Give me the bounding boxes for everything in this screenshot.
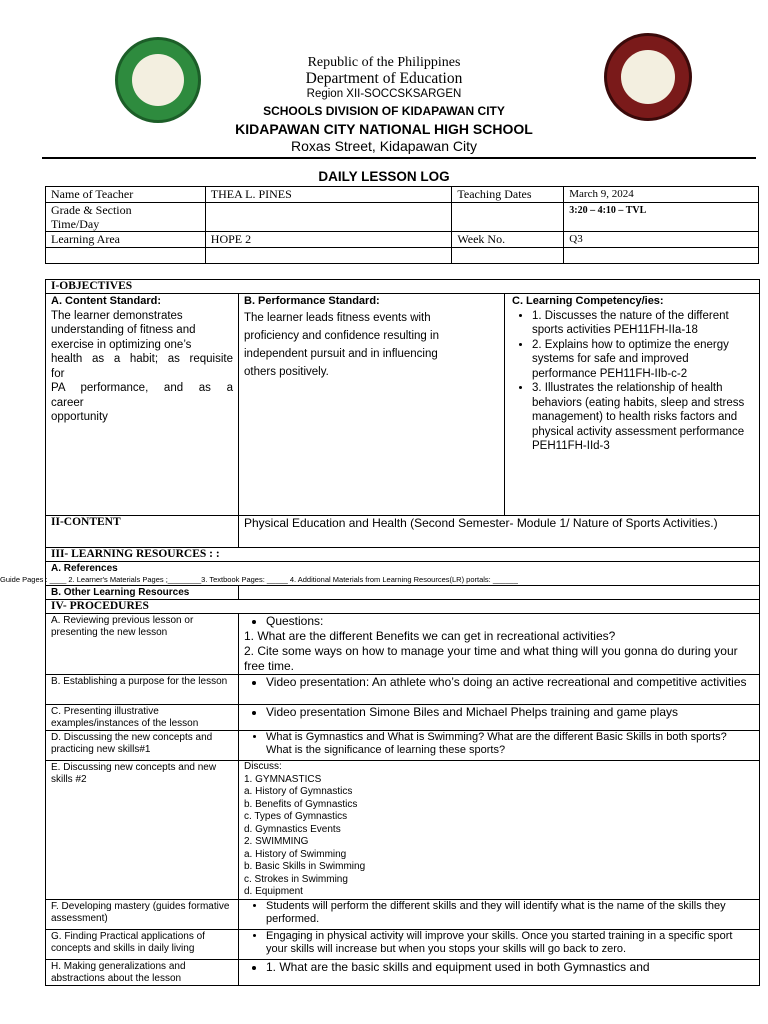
grade-value — [205, 203, 452, 232]
learning-competencies: C. Learning Competency/ies: • 1. Discusses the nature of the different sports activities PEH11FH-IIa-18 • 2. Explains how to optimize the energy systems for safe and improved performance PEH11FH-IIb-c-2 • 3. Illustrates the relationship of health behaviors (eating habits, sleep and stress management) to health risks factors and physical activity assessment performance PEH11FH-IId-3 — [505, 294, 760, 516]
procedure-c-label: C. Presenting illustrative examples/instances of the lesson — [46, 705, 239, 731]
procedure-d: • What is Gymnastics and What is Swimming? What are the different Basic Skills in both sports? What is the significance of learning these sports? — [239, 731, 760, 761]
discussion-topic: d. Gymnastics Events — [244, 823, 341, 835]
procedure-b-label: B. Establishing a purpose for the lesson — [46, 675, 239, 705]
teacher-info-table — [45, 186, 759, 264]
procedure-e-label: E. Discussing new concepts and new skills #2 — [46, 761, 239, 900]
performance-standard-line: others positively. — [244, 365, 329, 378]
blank-cell — [452, 248, 564, 264]
content-heading: II-CONTENT — [46, 516, 239, 548]
procedure-a-label: A. Reviewing previous lesson or presenting the new lesson — [46, 614, 239, 675]
performance-standard-line: independent pursuit and in influencing — [244, 347, 438, 360]
teacher-label: Name of Teacher — [46, 187, 206, 203]
competency-item: • 2. Explains how to optimize the energy systems for safe and improved performance PEH11FH-IIb-c-2 — [532, 338, 754, 382]
performance-standard: B. Performance Standard: The learner leads fitness events with proficiency and confidence resulting in independent pursuit and in influencing others positively. — [239, 294, 505, 516]
dates-label: Teaching Dates — [452, 187, 564, 203]
content-standard: A. Content Standard: The learner demonstrates understanding of fitness and exercise in optimizing one’s health as a habit; as requisite for PA performance, and as a career opportunity — [46, 294, 239, 516]
time-value: 3:20 – 4:10 – TVL — [564, 203, 759, 232]
procedure-f: • Students will perform the different skills and they will identify what is the name of the skills they performed. — [239, 899, 760, 929]
performance-standard-line: The learner leads fitness events with — [244, 311, 431, 324]
procedure-c: • Video presentation Simone Biles and Michael Phelps training and game plays — [239, 705, 760, 731]
discussion-topic: c. Types of Gymnastics — [244, 811, 348, 822]
content-text: Physical Education and Health (Second Semester- Module 1/ Nature of Sports Activities.) — [239, 516, 760, 548]
grade-time-label: Grade & Section Time/Day — [46, 203, 206, 232]
header-divider — [42, 157, 756, 159]
discussion-topic: Discuss: — [244, 761, 282, 772]
performance-standard-line: proficiency and confidence resulting in — [244, 329, 439, 342]
procedure-b: • Video presentation: An athlete who’s doing an active recreational and competitive activities — [239, 675, 760, 705]
competency-item: • 3. Illustrates the relationship of health behaviors (eating habits, sleep and stress management) to health risks factors and physical activity assessment performance PEH11FH-IId-3 — [532, 381, 754, 454]
references-label: A. References — [46, 562, 760, 586]
content-standard-line: opportunity — [51, 411, 108, 423]
discussion-topic: b. Benefits of Gymnastics — [244, 798, 358, 810]
other-resources-label: B. Other Learning Resources — [46, 586, 239, 600]
area-value: HOPE 2 — [205, 232, 452, 248]
division-line: SCHOOLS DIVISION OF KIDAPAWAN CITY — [263, 104, 505, 118]
content-standard-line: exercise in optimizing one’s — [51, 338, 192, 351]
procedure-a: • Questions: 1. What are the different Benefits we can get in recreational activities? 2. Cite some ways on how to manage your time and what thing will you gonna do during your free time. — [239, 614, 760, 675]
references-line: Guide Pages : ____ 2. Learner's Materials Pages ;________3. Textbook Pages: _____ 4. Additional Materials from Learning Resources(LR) portals: ______ — [0, 575, 518, 584]
date-value: March 9, 2024 — [564, 187, 759, 203]
blank-cell — [205, 248, 452, 264]
content-standard-line: health as a habit; as requisite — [51, 353, 233, 365]
letterhead — [0, 0, 768, 160]
resources-heading: III- LEARNING RESOURCES : : — [46, 548, 760, 562]
discussion-topic: 2. SWIMMING — [244, 836, 309, 847]
content-standard-line: for — [51, 367, 65, 380]
discussion-topic: a. History of Swimming — [244, 848, 347, 860]
other-resources-value — [239, 586, 760, 600]
discussion-topic: c. Strokes in Swimming — [244, 873, 348, 885]
lesson-table — [45, 279, 760, 986]
blank-cell — [452, 203, 564, 232]
blank-cell — [46, 248, 206, 264]
discussion-topic: b. Basic Skills in Swimming — [244, 861, 366, 872]
week-label: Week No. — [452, 232, 564, 248]
content-standard-line: understanding of fitness and — [51, 324, 196, 336]
procedure-e — [239, 761, 760, 900]
region-line: Region XII-SOCCSKSARGEN — [306, 88, 462, 100]
school-address: Roxas Street, Kidapawan City — [291, 138, 477, 154]
discussion-topic: a. History of Gymnastics — [244, 786, 353, 797]
republic-line: Republic of the Philippines — [307, 55, 461, 70]
procedure-g: • Engaging in physical activity will improve your skills. Once you started training in a specific sport your skills will increase but when you stops your skills will go back to zero. — [239, 929, 760, 959]
content-standard-line: The learner demonstrates — [51, 309, 183, 322]
procedure-d-label: D. Discussing the new concepts and practicing new skills#1 — [46, 731, 239, 761]
teacher-value: THEA L. PINES — [205, 187, 452, 203]
content-standard-line: career — [51, 396, 84, 409]
page-title: DAILY LESSON LOG — [318, 169, 450, 184]
school-name: KIDAPAWAN CITY NATIONAL HIGH SCHOOL — [235, 121, 533, 137]
area-label: Learning Area — [46, 232, 206, 248]
objectives-heading: I-OBJECTIVES — [46, 280, 760, 294]
blank-cell — [564, 248, 759, 264]
department-line: Department of Education — [305, 70, 463, 87]
content-standard-line: PA performance, and as a — [51, 382, 233, 394]
review-question: 2. Cite some ways on how to manage your time and what thing will you gonna do during your free time. — [244, 644, 738, 673]
discussion-topic: 1. GYMNASTICS — [244, 773, 322, 785]
review-question: 1. What are the different Benefits we can get in recreational activities? — [244, 629, 616, 643]
competency-item: • 1. Discusses the nature of the different sports activities PEH11FH-IIa-18 — [532, 309, 754, 338]
procedure-g-label: G. Finding Practical applications of concepts and skills in daily living — [46, 929, 239, 959]
discussion-topic: d. Equipment — [244, 886, 303, 897]
procedure-f-label: F. Developing mastery (guides formative assessment) — [46, 899, 239, 929]
procedure-h-label: H. Making generalizations and abstractions about the lesson — [46, 959, 239, 985]
procedure-h: • 1. What are the basic skills and equipment used in both Gymnastics and — [239, 959, 760, 985]
procedures-heading: IV- PROCEDURES — [46, 600, 760, 614]
week-value: Q3 — [564, 232, 759, 248]
